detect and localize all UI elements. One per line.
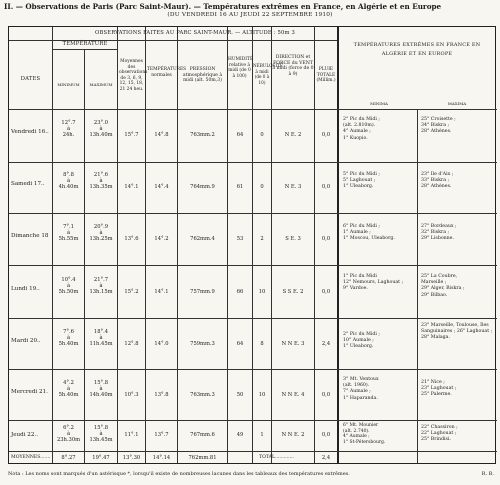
- nebulosite-header: NÉBULOSITÉ à midi (de 0 à 10): [253, 63, 283, 85]
- footnote: Nota : Les noms sont marqués d'un astérisque *, lorsqu'il existe de nombreuses lacunes dans les tableaux des températures extrêmes.: [8, 471, 350, 477]
- maxima-cell: 25° La Coubre, Marseille ; 29° Alger, Biskra ; 29° Bilbao.: [421, 274, 465, 298]
- maxima-cell: 27° Bordeaux ; 32° Biskra ; 29° Lisbonne.: [421, 224, 457, 242]
- moy-cell: 15°.7: [124, 132, 139, 138]
- observation-table: [8, 26, 496, 464]
- minima-cell: 2° Pic du Midi ; (alt. 2.810m). 4° Aumale ; 1° Kuopio.: [343, 117, 380, 141]
- moy-cell: 11°.1: [124, 432, 139, 438]
- hum-cell: 53: [236, 236, 244, 242]
- press-cell: 767mm.6: [190, 432, 215, 438]
- pluie-cell: 0,0: [321, 132, 331, 138]
- page-title: II. — Observations de Paris (Parc Saint-Maur). — Températures extrêmes en France, en Algérie et en Europe: [4, 2, 442, 11]
- tmin-cell: 8°.8 à 4h.40m: [58, 172, 79, 191]
- pression-header: PRESSION atmosphérique à midi (alt. 50m,3): [182, 67, 223, 84]
- pluie-cell: 2,4: [321, 341, 331, 347]
- max-header: MAXIMUM: [89, 82, 113, 87]
- press-cell: 762mm.4: [190, 236, 215, 242]
- neb-cell: 1: [260, 432, 264, 438]
- extremes-header: TEMPÉRATURES EXTRÊMES EN FRANCE EN ALGÉRIE ET EN EUROPE: [353, 42, 481, 57]
- dates-header: DATES: [20, 76, 41, 82]
- date-cell: Jeudi 22..: [11, 432, 38, 438]
- minima-cell: 5° Pic du Midi ; 5° Laghouat ; 1° Uleaborg.: [343, 172, 380, 190]
- vent-cell: N E. 2: [284, 132, 302, 138]
- signature: R. B.: [481, 471, 494, 477]
- vent-cell: S E. 3: [285, 236, 301, 242]
- norm-cell: 14°.0: [154, 341, 169, 347]
- normales-header: TEMPÉRATURES normales: [147, 67, 187, 78]
- press-cell: 757mm.9: [190, 289, 215, 295]
- neb-cell: 2: [260, 236, 264, 242]
- minima-cell: 6° Pic du Midi ; 1° Aumale ; 1° Moscou, Uleaborg.: [343, 224, 395, 242]
- avg-norm: 14°.14: [152, 455, 171, 461]
- tmax-cell: 15°.8 à 13h.45m: [89, 425, 113, 444]
- pluie-cell: 0,0: [321, 289, 331, 295]
- moy-cell: 12°.8: [124, 341, 139, 347]
- moyennes-header: Moyennes des observations de 3, 6, 9, 12, 15, 18, 21 24 heu.: [119, 59, 148, 92]
- pluie-cell: 0,0: [321, 184, 331, 190]
- maxima-cell: 25° Croisette ; 34° Biskra ; 28° Athènes.: [421, 117, 456, 135]
- pluie-header: PLUIE TOTALE (Millim.): [316, 67, 336, 84]
- vent-cell: N N E. 2: [281, 432, 305, 438]
- date-cell: Mardi 20..: [11, 338, 41, 344]
- humidite-header: HUMIDITÉ relative à midi (de 0 à 100): [228, 57, 254, 79]
- total-pluie: 2,4: [321, 455, 331, 461]
- vent-cell: N N E. 3: [281, 341, 305, 347]
- temperature-header: TEMPÉRATURE: [62, 41, 108, 47]
- minima-cell: 3° Mt. Ventoux (alt. 1960). 7° Aumale ; 1° Haparanda.: [343, 377, 379, 401]
- maxima-cell: 23° Marseille, Toulouse, Iles Sanguinaires ; 26° Laghouat ; 28° Malaga.: [421, 323, 493, 341]
- norm-cell: 14°.4: [154, 184, 169, 190]
- total-label: TOTAL.............: [259, 455, 294, 460]
- press-cell: 764mm.9: [190, 184, 215, 190]
- norm-cell: 13°.7: [154, 432, 169, 438]
- averages-label: MOYENNES.......: [11, 455, 51, 460]
- hum-cell: 66: [236, 289, 244, 295]
- avg-tmax: 19°.47: [92, 455, 110, 461]
- vent-cell: N N E. 4: [281, 392, 305, 398]
- date-cell: Samedi 17..: [11, 181, 45, 187]
- vent-cell: N E. 3: [284, 184, 302, 190]
- vent-cell: S S E. 2: [282, 289, 304, 295]
- neb-cell: 10: [258, 289, 266, 295]
- norm-cell: 14°.8: [154, 132, 169, 138]
- maxima-cell: 21° Nice ; 23° Laghouat ; 25° Palerme.: [421, 380, 457, 398]
- tmax-cell: 21°.6 à 13h.35m: [89, 172, 113, 191]
- avg-moy: 13°.30: [122, 455, 141, 461]
- tmin-cell: 7°.6 à 5h.40m: [58, 329, 79, 348]
- neb-cell: 10: [258, 392, 266, 398]
- neb-cell: 0: [260, 184, 264, 190]
- moy-cell: 13°.6: [124, 236, 139, 242]
- pluie-cell: 0,0: [321, 392, 331, 398]
- hum-cell: 50: [236, 392, 244, 398]
- norm-cell: 14°.2: [154, 236, 169, 242]
- press-cell: 763mm.2: [190, 132, 215, 138]
- tmax-cell: 15°.8 à 14h.40m: [89, 380, 113, 399]
- hum-cell: 61: [236, 184, 244, 190]
- avg-press: 762mm.81: [188, 455, 217, 461]
- minima-cell: 2° Pic du Midi ; 10° Aumale ; 1° Uleaborg.: [343, 332, 380, 350]
- minima-header: MINIMA: [370, 101, 388, 106]
- norm-cell: 14°.1: [154, 289, 169, 295]
- vent-header: DIRECTION et FORCE du VENT à midi (force de 0 à 9): [272, 55, 314, 77]
- tmax-cell: 18°.4 à 11h.45m: [89, 329, 113, 348]
- tmin-cell: 7°.1 à 5h.55m: [58, 224, 79, 243]
- tmin-cell: 6°.2 à 23h.30m: [56, 425, 81, 444]
- press-cell: 763mm.3: [190, 392, 215, 398]
- maxima-cell: 23° Ile d'Aix ; 33° Biskra ; 28° Athènes.: [421, 172, 454, 190]
- pluie-cell: 0,0: [321, 432, 331, 438]
- hum-cell: 64: [236, 341, 244, 347]
- minima-cell: 1° Pic du Midi 12° Nemours, Laghouat ; 9° Vardoe.: [343, 274, 404, 292]
- neb-cell: 8: [260, 341, 264, 347]
- pluie-cell: 0,0: [321, 236, 331, 242]
- hum-cell: 49: [236, 432, 244, 438]
- observations-header: OBSERVATIONS FAITES AU PARC SAINT-MAUR. — ALTITUDE : 50m 3: [95, 30, 295, 36]
- tmin-cell: 10°.4 à 5h.50m: [58, 277, 79, 296]
- neb-cell: 0: [260, 132, 264, 138]
- hum-cell: 64: [236, 132, 244, 138]
- press-cell: 759mm.3: [190, 341, 215, 347]
- moy-cell: 14°.1: [124, 184, 139, 190]
- minima-cell: 6° Mt. Mounier (alt. 2.740). 4° Aumale ; 1° St-Pétersbourg.: [343, 423, 386, 445]
- date-cell: Vendredi 16..: [11, 129, 49, 135]
- tmax-cell: 21°.7 à 13h.15m: [89, 277, 113, 296]
- norm-cell: 13°.8: [154, 392, 169, 398]
- tmax-cell: 20°.9 à 13h.25m: [89, 224, 113, 243]
- date-cell: Dimanche 18: [11, 233, 49, 239]
- tmax-cell: 23°.0 à 13h.40m: [89, 120, 113, 139]
- maxima-header: MAXIMA: [447, 101, 467, 106]
- date-cell: Mercredi 21.: [11, 389, 48, 395]
- page-subtitle: (DU VENDREDI 16 AU JEUDI 22 SEPTEMBRE 1910): [167, 12, 333, 18]
- min-header: MINIMUM: [57, 82, 80, 87]
- moy-cell: 15°.2: [124, 289, 139, 295]
- maxima-cell: 22° Chassiron ; 22° Laghouat ; 25° Brindisi.: [421, 425, 458, 443]
- avg-tmin: 8°.27: [61, 455, 76, 461]
- tmin-cell: 12°.7 à 24h.: [61, 120, 76, 139]
- date-cell: Lundi 19..: [11, 286, 40, 292]
- moy-cell: 10°.3: [124, 392, 139, 398]
- tmin-cell: 4°.2 à 5h.40m: [58, 380, 79, 399]
